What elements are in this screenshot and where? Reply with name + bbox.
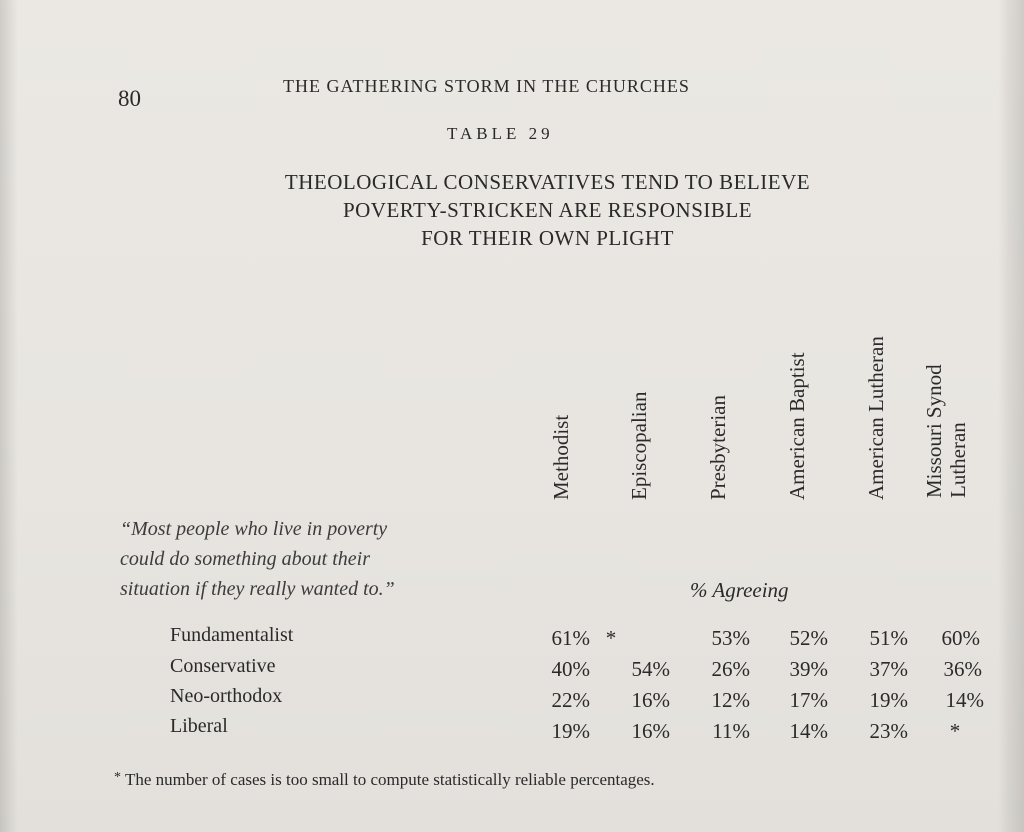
table-cell: 26% [711,657,750,681]
table-cell: 52% [789,626,828,650]
table-cell: 14% [789,719,828,743]
row-label-conservative: Conservative [170,655,276,677]
table-cell: * [949,719,961,743]
table-cell: 53% [711,626,750,650]
footnote-marker: * [114,770,121,785]
page-gutter-shadow [0,0,18,832]
table-cell: 17% [789,688,828,712]
table-cell: 16% [631,719,670,743]
table-cell: 61% [551,626,590,650]
running-head: THE GATHERING STORM IN THE CHURCHES [283,76,690,96]
table-cell: 23% [869,719,908,743]
column-header-american-lutheran: American Lutheran [864,336,888,500]
column-header-presbyterian: Presbyterian [706,395,730,500]
table-title-line-2: POVERTY-STRICKEN ARE RESPONSIBLE [342,198,753,222]
table-cell: 39% [789,657,828,681]
column-header-methodist: Methodist [549,414,573,500]
question-line-3: situation if they really wanted to.” [120,578,395,600]
table-cell: 12% [711,688,750,712]
table-cell: 37% [869,657,908,681]
row-label-liberal: Liberal [170,715,228,737]
table-cell: 36% [943,657,982,681]
column-header-lutheran: Lutheran [946,422,970,498]
table-cell: 11% [712,719,750,743]
table-cell: 60% [941,626,980,650]
page-number: 80 [118,86,141,111]
column-header-missouri-synod: Missouri Synod [922,364,946,498]
column-header-episcopalian: Episcopalian [627,391,651,500]
table-cell: 22% [551,688,590,712]
table-cell: 19% [551,719,590,743]
table-cell: 14% [945,688,984,712]
row-label-neo-orthodox: Neo-orthodox [170,685,283,707]
question-line-1: “Most people who live in poverty [120,518,388,540]
value-heading: % Agreeing [690,578,789,602]
table-cell: 54% [631,657,670,681]
column-header-american-baptist: American Baptist [785,352,809,500]
table-title-line-1: THEOLOGICAL CONSERVATIVES TEND TO BELIEVE [284,170,811,194]
table-cell: 51% [869,626,908,650]
table-footnote [114,770,655,790]
question-line-2: could do something about their [120,548,370,570]
table-cell: 16% [631,688,670,712]
table-cell: 19% [869,688,908,712]
table-label: TABLE 29 [447,124,554,143]
table-cell: * [605,626,617,650]
footnote-text: The number of cases is too small to compute statistically reliable percentages. [125,770,655,789]
row-label-fundamentalist: Fundamentalist [170,624,294,646]
table-title-line-3: FOR THEIR OWN PLIGHT [421,226,674,250]
table-cell: 40% [551,657,590,681]
page-edge-shadow [998,0,1024,832]
